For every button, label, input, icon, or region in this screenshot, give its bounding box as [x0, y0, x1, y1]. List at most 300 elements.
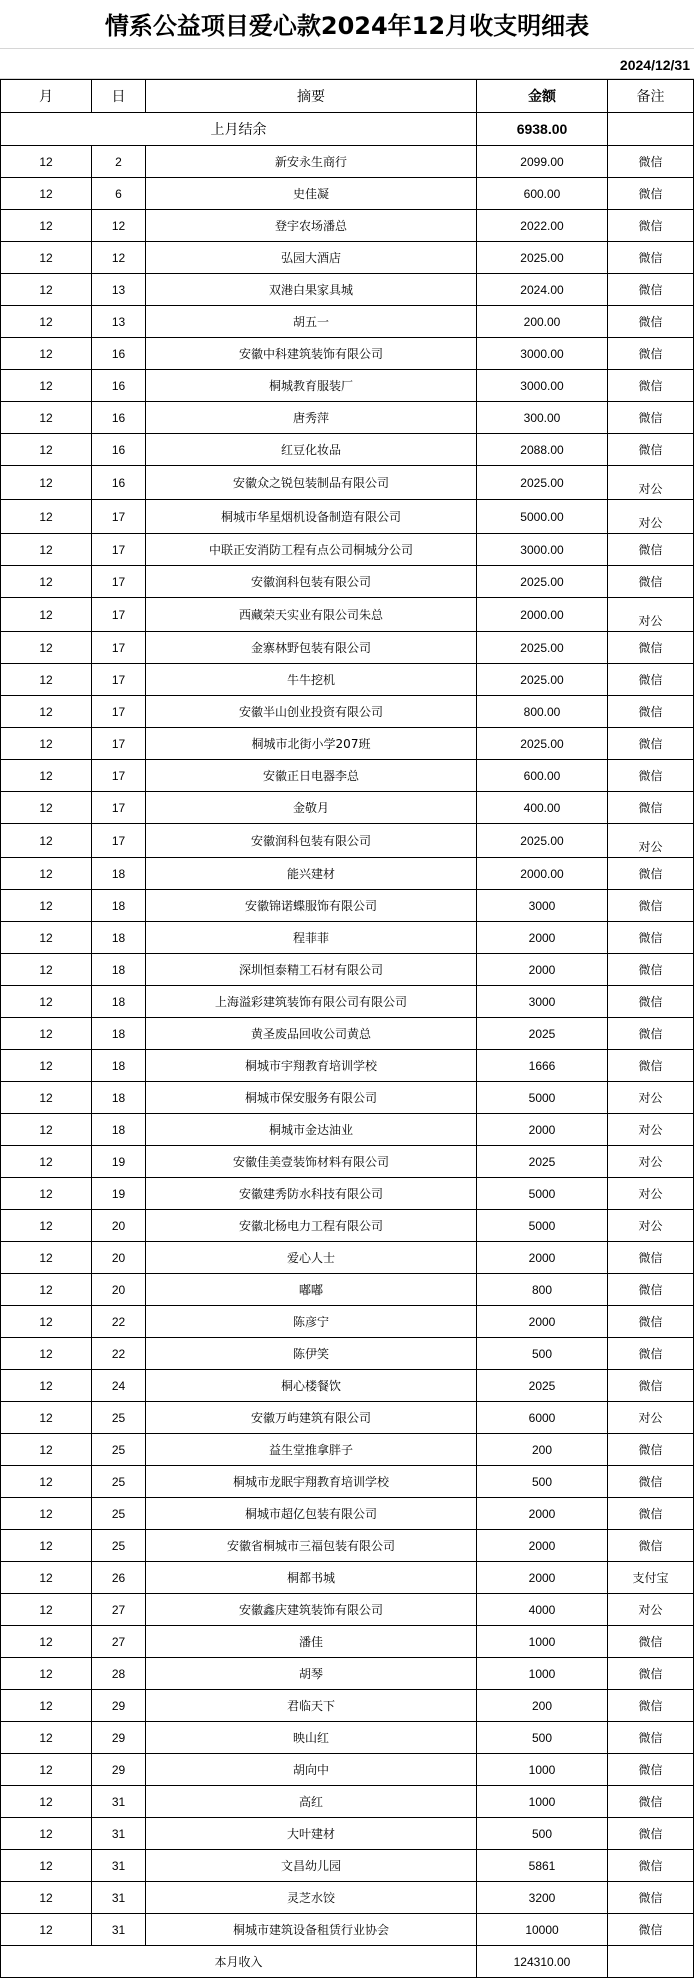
- day-cell: 31: [92, 1786, 146, 1818]
- month-cell: 12: [1, 306, 92, 338]
- amount-cell: 600.00: [477, 760, 608, 792]
- amount-cell: 600.00: [477, 178, 608, 210]
- summary-cell: 文昌幼儿园: [146, 1850, 477, 1882]
- summary-cell: 大叶建材: [146, 1818, 477, 1850]
- month-cell: 12: [1, 178, 92, 210]
- month-cell: 12: [1, 1082, 92, 1114]
- amount-cell: 2024.00: [477, 274, 608, 306]
- summary-cell: 安徽润科包装有限公司: [146, 824, 477, 858]
- summary-cell: 金寨林野包装有限公司: [146, 632, 477, 664]
- table-row: [1, 338, 694, 370]
- amount-cell: 2099.00: [477, 146, 608, 178]
- amount-cell: 3000.00: [477, 370, 608, 402]
- month-cell: 12: [1, 466, 92, 500]
- month-cell: 12: [1, 1306, 92, 1338]
- amount-cell: 2025.00: [477, 466, 608, 500]
- day-cell: 19: [92, 1146, 146, 1178]
- month-cell: 12: [1, 210, 92, 242]
- month-cell: 12: [1, 1402, 92, 1434]
- day-cell: 17: [92, 534, 146, 566]
- amount-cell: 2025: [477, 1146, 608, 1178]
- summary-cell: 桐心楼餐饮: [146, 1370, 477, 1402]
- report-date: 2024/12/31: [619, 57, 690, 73]
- amount-cell: 2088.00: [477, 434, 608, 466]
- table-row: [1, 1850, 694, 1882]
- month-cell: 12: [1, 500, 92, 534]
- summary-cell: 桐城市超亿包装有限公司: [146, 1498, 477, 1530]
- summary-cell: 安徽省桐城市三福包装有限公司: [146, 1530, 477, 1562]
- table-row: [1, 1306, 694, 1338]
- total-row: [1, 1946, 694, 1978]
- day-cell: 13: [92, 306, 146, 338]
- day-cell: 20: [92, 1274, 146, 1306]
- day-cell: 16: [92, 402, 146, 434]
- month-cell: 12: [1, 954, 92, 986]
- amount-cell: 1000: [477, 1658, 608, 1690]
- summary-cell: 新安永生商行: [146, 146, 477, 178]
- month-cell: 12: [1, 1658, 92, 1690]
- amount-cell: 3000.00: [477, 534, 608, 566]
- table-row: [1, 664, 694, 696]
- day-cell: 17: [92, 664, 146, 696]
- table-row: [1, 1210, 694, 1242]
- day-cell: 17: [92, 632, 146, 664]
- table-row: [1, 1146, 694, 1178]
- summary-cell: 陈伊笑: [146, 1338, 477, 1370]
- ledger-table: [0, 79, 694, 1978]
- month-cell: 12: [1, 1370, 92, 1402]
- amount-cell: 6000: [477, 1402, 608, 1434]
- note-cell: 微信: [608, 986, 694, 1018]
- day-cell: 17: [92, 598, 146, 632]
- amount-cell: 2000: [477, 922, 608, 954]
- note-cell: 微信: [608, 664, 694, 696]
- summary-cell: 安徽锦诺蝶服饰有限公司: [146, 890, 477, 922]
- note-cell: 微信: [608, 1754, 694, 1786]
- amount-cell: 2000.00: [477, 858, 608, 890]
- table-row: [1, 696, 694, 728]
- summary-cell: 陈彦宁: [146, 1306, 477, 1338]
- note-cell: 微信: [608, 728, 694, 760]
- day-cell: 22: [92, 1306, 146, 1338]
- summary-cell: 安徽正日电器李总: [146, 760, 477, 792]
- day-cell: 20: [92, 1210, 146, 1242]
- table-row: [1, 210, 694, 242]
- table-row: [1, 1754, 694, 1786]
- table-row: [1, 1082, 694, 1114]
- month-cell: 12: [1, 434, 92, 466]
- table-row: [1, 370, 694, 402]
- summary-cell: 嘟嘟: [146, 1274, 477, 1306]
- month-cell: 12: [1, 242, 92, 274]
- day-cell: 31: [92, 1914, 146, 1946]
- month-cell: 12: [1, 566, 92, 598]
- amount-cell: 2025.00: [477, 664, 608, 696]
- amount-cell: 800: [477, 1274, 608, 1306]
- month-cell: 12: [1, 792, 92, 824]
- amount-cell: 2025.00: [477, 728, 608, 760]
- note-cell: 微信: [608, 1882, 694, 1914]
- note-cell: 微信: [608, 370, 694, 402]
- summary-cell: 桐城市建筑设备租赁行业协会: [146, 1914, 477, 1946]
- note-cell: 微信: [608, 434, 694, 466]
- summary-cell: 桐城市北街小学207班: [146, 728, 477, 760]
- month-cell: 12: [1, 1754, 92, 1786]
- amount-cell: 3000: [477, 890, 608, 922]
- note-cell: 对公: [608, 1210, 694, 1242]
- summary-cell: 映山红: [146, 1722, 477, 1754]
- amount-cell: 5000: [477, 1082, 608, 1114]
- day-cell: 17: [92, 696, 146, 728]
- summary-cell: 安徽润科包装有限公司: [146, 566, 477, 598]
- summary-cell: 桐都书城: [146, 1562, 477, 1594]
- note-cell: 微信: [608, 1914, 694, 1946]
- summary-cell: 爱心人士: [146, 1242, 477, 1274]
- note-cell: 微信: [608, 1818, 694, 1850]
- note-cell: 微信: [608, 338, 694, 370]
- table-row: [1, 792, 694, 824]
- day-cell: 17: [92, 728, 146, 760]
- day-cell: 29: [92, 1754, 146, 1786]
- summary-cell: 上海溢彩建筑装饰有限公司有限公司: [146, 986, 477, 1018]
- divider: [0, 48, 694, 49]
- note-cell: 微信: [608, 1498, 694, 1530]
- day-cell: 18: [92, 1050, 146, 1082]
- amount-cell: 200.00: [477, 306, 608, 338]
- table-row: [1, 242, 694, 274]
- col-header-summary: 摘要: [146, 80, 477, 113]
- note-cell: 微信: [608, 792, 694, 824]
- summary-cell: 安徽众之锐包装制品有限公司: [146, 466, 477, 500]
- amount-cell: 2025.00: [477, 566, 608, 598]
- summary-cell: 胡琴: [146, 1658, 477, 1690]
- month-cell: 12: [1, 1146, 92, 1178]
- summary-cell: 潘佳: [146, 1626, 477, 1658]
- summary-cell: 益生堂推拿胖子: [146, 1434, 477, 1466]
- note-cell: 微信: [608, 242, 694, 274]
- table-row: [1, 178, 694, 210]
- month-cell: 12: [1, 1242, 92, 1274]
- note-cell: 微信: [608, 1018, 694, 1050]
- day-cell: 17: [92, 760, 146, 792]
- table-row: [1, 146, 694, 178]
- summary-cell: 安徽万屿建筑有限公司: [146, 1402, 477, 1434]
- note-cell: 微信: [608, 306, 694, 338]
- day-cell: 31: [92, 1850, 146, 1882]
- month-cell: 12: [1, 1178, 92, 1210]
- note-cell: 微信: [608, 632, 694, 664]
- amount-cell: 1000: [477, 1626, 608, 1658]
- summary-cell: 灵芝水饺: [146, 1882, 477, 1914]
- amount-cell: 3000: [477, 986, 608, 1018]
- amount-cell: 3000.00: [477, 338, 608, 370]
- summary-cell: 能兴建材: [146, 858, 477, 890]
- table-row: [1, 1722, 694, 1754]
- day-cell: 18: [92, 1114, 146, 1146]
- month-cell: 12: [1, 824, 92, 858]
- amount-cell: 400.00: [477, 792, 608, 824]
- summary-cell: 安徽中科建筑装饰有限公司: [146, 338, 477, 370]
- table-row: [1, 824, 694, 858]
- table-row: [1, 1274, 694, 1306]
- month-cell: 12: [1, 922, 92, 954]
- note-cell: 微信: [608, 1242, 694, 1274]
- month-cell: 12: [1, 534, 92, 566]
- month-cell: 12: [1, 1690, 92, 1722]
- month-cell: 12: [1, 1850, 92, 1882]
- note-cell: 微信: [608, 890, 694, 922]
- month-cell: 12: [1, 1786, 92, 1818]
- day-cell: 25: [92, 1530, 146, 1562]
- day-cell: 25: [92, 1466, 146, 1498]
- day-cell: 6: [92, 178, 146, 210]
- day-cell: 16: [92, 338, 146, 370]
- note-cell: 微信: [608, 858, 694, 890]
- note-cell: 微信: [608, 1050, 694, 1082]
- summary-cell: 君临天下: [146, 1690, 477, 1722]
- day-cell: 16: [92, 370, 146, 402]
- amount-cell: 500: [477, 1818, 608, 1850]
- amount-cell: 500: [477, 1338, 608, 1370]
- day-cell: 27: [92, 1626, 146, 1658]
- amount-cell: 5000.00: [477, 500, 608, 534]
- month-cell: 12: [1, 1562, 92, 1594]
- day-cell: 27: [92, 1594, 146, 1626]
- amount-cell: 1000: [477, 1754, 608, 1786]
- col-header-month: 月: [1, 80, 92, 113]
- month-cell: 12: [1, 1626, 92, 1658]
- header-row: [1, 80, 694, 113]
- month-cell: 12: [1, 1594, 92, 1626]
- amount-cell: 2000: [477, 1498, 608, 1530]
- summary-cell: 胡五一: [146, 306, 477, 338]
- note-cell: 微信: [608, 274, 694, 306]
- note-cell: 微信: [608, 922, 694, 954]
- day-cell: 31: [92, 1882, 146, 1914]
- day-cell: 18: [92, 858, 146, 890]
- day-cell: 18: [92, 1018, 146, 1050]
- total-note: [608, 1946, 694, 1978]
- day-cell: 16: [92, 434, 146, 466]
- day-cell: 13: [92, 274, 146, 306]
- month-cell: 12: [1, 370, 92, 402]
- note-cell: 微信: [608, 1722, 694, 1754]
- month-cell: 12: [1, 146, 92, 178]
- month-cell: 12: [1, 1818, 92, 1850]
- day-cell: 18: [92, 890, 146, 922]
- amount-cell: 2025.00: [477, 824, 608, 858]
- amount-cell: 5000: [477, 1178, 608, 1210]
- total-label: 本月收入: [1, 1946, 477, 1978]
- day-cell: 29: [92, 1722, 146, 1754]
- table-row: [1, 566, 694, 598]
- summary-cell: 双港白果家具城: [146, 274, 477, 306]
- table-row: [1, 1786, 694, 1818]
- month-cell: 12: [1, 1338, 92, 1370]
- day-cell: 12: [92, 210, 146, 242]
- note-cell: 对公: [608, 1402, 694, 1434]
- day-cell: 12: [92, 242, 146, 274]
- note-cell: 微信: [608, 1626, 694, 1658]
- month-cell: 12: [1, 1210, 92, 1242]
- total-amount: 124310.00: [477, 1946, 608, 1978]
- summary-cell: 牛牛挖机: [146, 664, 477, 696]
- table-row: [1, 1370, 694, 1402]
- note-cell: 微信: [608, 1338, 694, 1370]
- month-cell: 12: [1, 986, 92, 1018]
- table-row: [1, 1434, 694, 1466]
- amount-cell: 200: [477, 1690, 608, 1722]
- day-cell: 2: [92, 146, 146, 178]
- summary-cell: 安徽佳美壹装饰材料有限公司: [146, 1146, 477, 1178]
- note-cell: 对公: [608, 466, 694, 500]
- month-cell: 12: [1, 760, 92, 792]
- amount-cell: 2000: [477, 1530, 608, 1562]
- month-cell: 12: [1, 632, 92, 664]
- table-row: [1, 858, 694, 890]
- amount-cell: 1666: [477, 1050, 608, 1082]
- month-cell: 12: [1, 1530, 92, 1562]
- page-title: 情系公益项目爱心款2024年12月收支明细表: [104, 12, 590, 40]
- month-cell: 12: [1, 1914, 92, 1946]
- table-row: [1, 986, 694, 1018]
- month-cell: 12: [1, 728, 92, 760]
- table-row: [1, 534, 694, 566]
- summary-cell: 安徽鑫庆建筑装饰有限公司: [146, 1594, 477, 1626]
- summary-cell: 桐城市金达油业: [146, 1114, 477, 1146]
- table-row: [1, 1178, 694, 1210]
- summary-cell: 桐城市华星烟机设备制造有限公司: [146, 500, 477, 534]
- amount-cell: 800.00: [477, 696, 608, 728]
- opening-balance-note: [608, 113, 694, 146]
- table-row: [1, 890, 694, 922]
- summary-cell: 桐城市宇翔教育培训学校: [146, 1050, 477, 1082]
- day-cell: 28: [92, 1658, 146, 1690]
- month-cell: 12: [1, 1114, 92, 1146]
- amount-cell: 2000: [477, 1306, 608, 1338]
- note-cell: 对公: [608, 1114, 694, 1146]
- note-cell: 微信: [608, 534, 694, 566]
- note-cell: 微信: [608, 1690, 694, 1722]
- amount-cell: 500: [477, 1722, 608, 1754]
- note-cell: 微信: [608, 178, 694, 210]
- table-row: [1, 1018, 694, 1050]
- table-row: [1, 922, 694, 954]
- month-cell: 12: [1, 1882, 92, 1914]
- month-cell: 12: [1, 338, 92, 370]
- note-cell: 微信: [608, 210, 694, 242]
- table-row: [1, 598, 694, 632]
- summary-cell: 深圳恒泰精工石材有限公司: [146, 954, 477, 986]
- month-cell: 12: [1, 1498, 92, 1530]
- month-cell: 12: [1, 402, 92, 434]
- note-cell: 微信: [608, 402, 694, 434]
- table-row: [1, 1498, 694, 1530]
- amount-cell: 10000: [477, 1914, 608, 1946]
- summary-cell: 胡向中: [146, 1754, 477, 1786]
- note-cell: 对公: [608, 1178, 694, 1210]
- summary-cell: 中联正安消防工程有点公司桐城分公司: [146, 534, 477, 566]
- summary-cell: 红豆化妆品: [146, 434, 477, 466]
- note-cell: 对公: [608, 1082, 694, 1114]
- month-cell: 12: [1, 858, 92, 890]
- amount-cell: 3200: [477, 1882, 608, 1914]
- month-cell: 12: [1, 1274, 92, 1306]
- amount-cell: 2000: [477, 1562, 608, 1594]
- table-row: [1, 1594, 694, 1626]
- note-cell: 对公: [608, 1146, 694, 1178]
- ledger-body: [1, 80, 694, 1978]
- month-cell: 12: [1, 274, 92, 306]
- table-row: [1, 1562, 694, 1594]
- note-cell: 微信: [608, 1850, 694, 1882]
- day-cell: 25: [92, 1402, 146, 1434]
- table-row: [1, 1402, 694, 1434]
- opening-balance-row: [1, 113, 694, 146]
- table-row: [1, 1882, 694, 1914]
- amount-cell: 4000: [477, 1594, 608, 1626]
- summary-cell: 史佳凝: [146, 178, 477, 210]
- amount-cell: 2022.00: [477, 210, 608, 242]
- amount-cell: 2025: [477, 1018, 608, 1050]
- note-cell: 对公: [608, 824, 694, 858]
- day-cell: 16: [92, 466, 146, 500]
- amount-cell: 300.00: [477, 402, 608, 434]
- month-cell: 12: [1, 1018, 92, 1050]
- month-cell: 12: [1, 598, 92, 632]
- note-cell: 对公: [608, 598, 694, 632]
- month-cell: 12: [1, 664, 92, 696]
- day-cell: 25: [92, 1434, 146, 1466]
- day-cell: 29: [92, 1690, 146, 1722]
- table-row: [1, 728, 694, 760]
- day-cell: 18: [92, 986, 146, 1018]
- amount-cell: 2000: [477, 954, 608, 986]
- note-cell: 微信: [608, 696, 694, 728]
- day-cell: 26: [92, 1562, 146, 1594]
- note-cell: 微信: [608, 1370, 694, 1402]
- summary-cell: 登宇农场潘总: [146, 210, 477, 242]
- day-cell: 17: [92, 566, 146, 598]
- table-row: [1, 632, 694, 664]
- day-cell: 22: [92, 1338, 146, 1370]
- table-row: [1, 1914, 694, 1946]
- note-cell: 支付宝: [608, 1562, 694, 1594]
- table-row: [1, 1114, 694, 1146]
- amount-cell: 5000: [477, 1210, 608, 1242]
- note-cell: 微信: [608, 760, 694, 792]
- month-cell: 12: [1, 1050, 92, 1082]
- col-header-amount: 金额: [477, 80, 608, 113]
- note-cell: 对公: [608, 500, 694, 534]
- month-cell: 12: [1, 1466, 92, 1498]
- month-cell: 12: [1, 1722, 92, 1754]
- table-row: [1, 1530, 694, 1562]
- day-cell: 20: [92, 1242, 146, 1274]
- day-cell: 19: [92, 1178, 146, 1210]
- amount-cell: 200: [477, 1434, 608, 1466]
- summary-cell: 桐城教育服装厂: [146, 370, 477, 402]
- table-row: [1, 402, 694, 434]
- amount-cell: 2000.00: [477, 598, 608, 632]
- amount-cell: 2000: [477, 1114, 608, 1146]
- table-row: [1, 1466, 694, 1498]
- month-cell: 12: [1, 696, 92, 728]
- month-cell: 12: [1, 1434, 92, 1466]
- amount-cell: 1000: [477, 1786, 608, 1818]
- table-row: [1, 1818, 694, 1850]
- amount-cell: 2000: [477, 1242, 608, 1274]
